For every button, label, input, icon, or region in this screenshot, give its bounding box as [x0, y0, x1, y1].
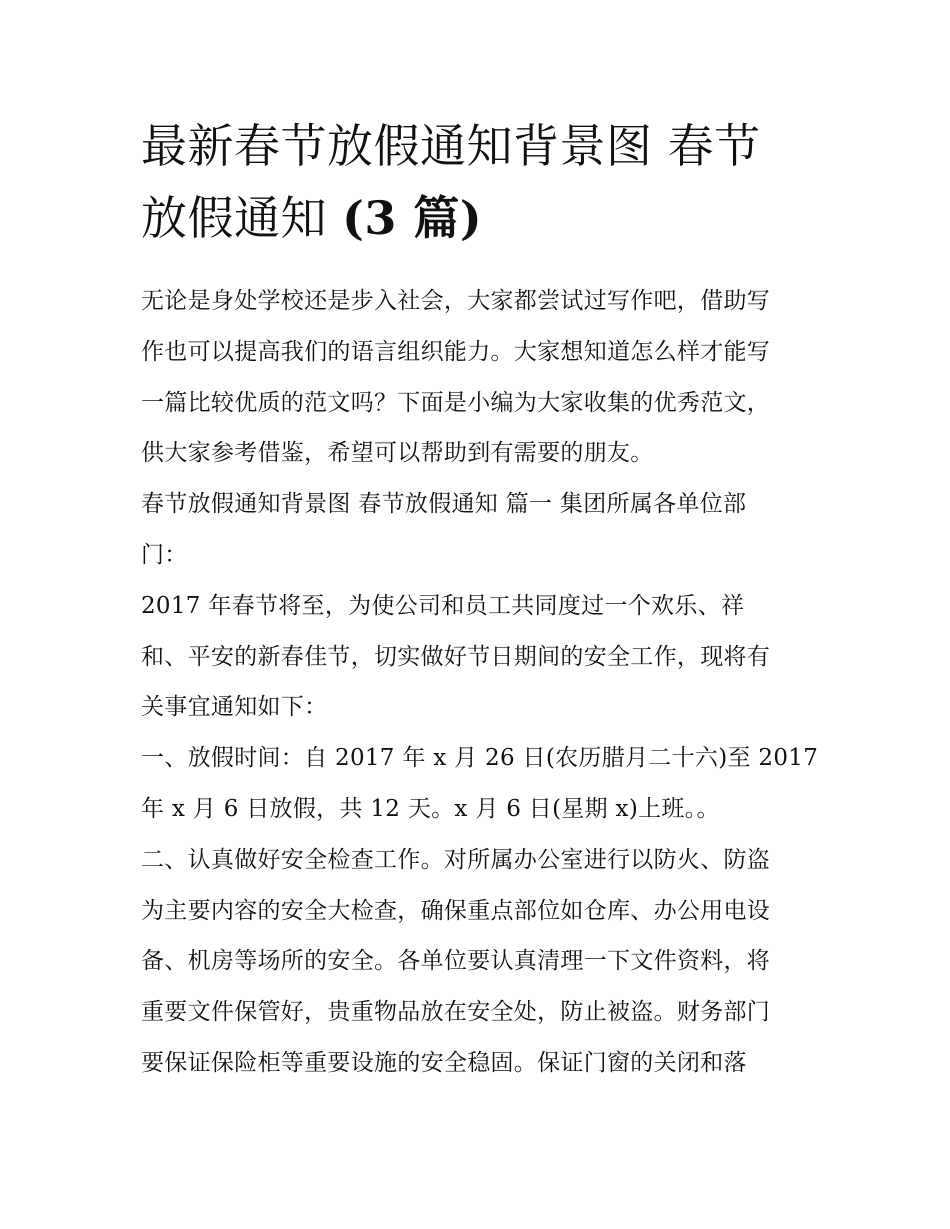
- body-line: 作也可以提高我们的语言组织能力。大家想知道怎么样才能写: [141, 338, 771, 365]
- body-line: 重要文件保管好，贵重物品放在安全处，防止被盗。财务部门: [141, 999, 771, 1026]
- body-line: 供大家参考借鉴，希望可以帮助到有需要的朋友。: [141, 440, 654, 467]
- body-line: 一、放假时间：自 2017 年 x 月 26 日(农历腊月二十六)至 2017: [141, 745, 819, 772]
- document-body: [141, 276, 819, 1089]
- body-line: 2017 年春节将至，为使公司和员工共同度过一个欢乐、祥: [141, 592, 745, 619]
- body-line: 为主要内容的安全大检查，确保重点部位如仓库、办公用电设: [141, 897, 771, 924]
- body-line: 年 x 月 6 日放假，共 12 天。x 月 6 日(星期 x)上班。。: [141, 795, 720, 822]
- title-line-1: 最新春节放假通知背景图 春节: [141, 119, 761, 173]
- title-line-2-count: (3 篇): [342, 191, 483, 245]
- body-line: 备、机房等场所的安全。各单位要认真清理一下文件资料，将: [141, 948, 771, 975]
- body-line: 二、认真做好安全检查工作。对所属办公室进行以防火、防盗: [141, 846, 771, 873]
- body-line: 要保证保险柜等重要设施的安全稳固。保证门窗的关闭和落: [141, 1049, 747, 1076]
- body-line: 无论是身处学校还是步入社会，大家都尝试过写作吧，借助写: [141, 288, 771, 314]
- body-line: 和、平安的新春佳节，切实做好节日期间的安全工作，现将有: [141, 643, 771, 670]
- body-line: 春节放假通知背景图 春节放假通知 篇一 集团所属各单位部: [141, 491, 747, 518]
- document-title: [141, 110, 821, 254]
- body-line: 关事宜通知如下：: [141, 694, 328, 721]
- body-line: 门：: [141, 541, 188, 568]
- body-line: 一篇比较优质的范文吗？下面是小编为大家收集的优秀范文，: [141, 389, 771, 416]
- title-line-2-prefix: 放假通知: [141, 191, 343, 245]
